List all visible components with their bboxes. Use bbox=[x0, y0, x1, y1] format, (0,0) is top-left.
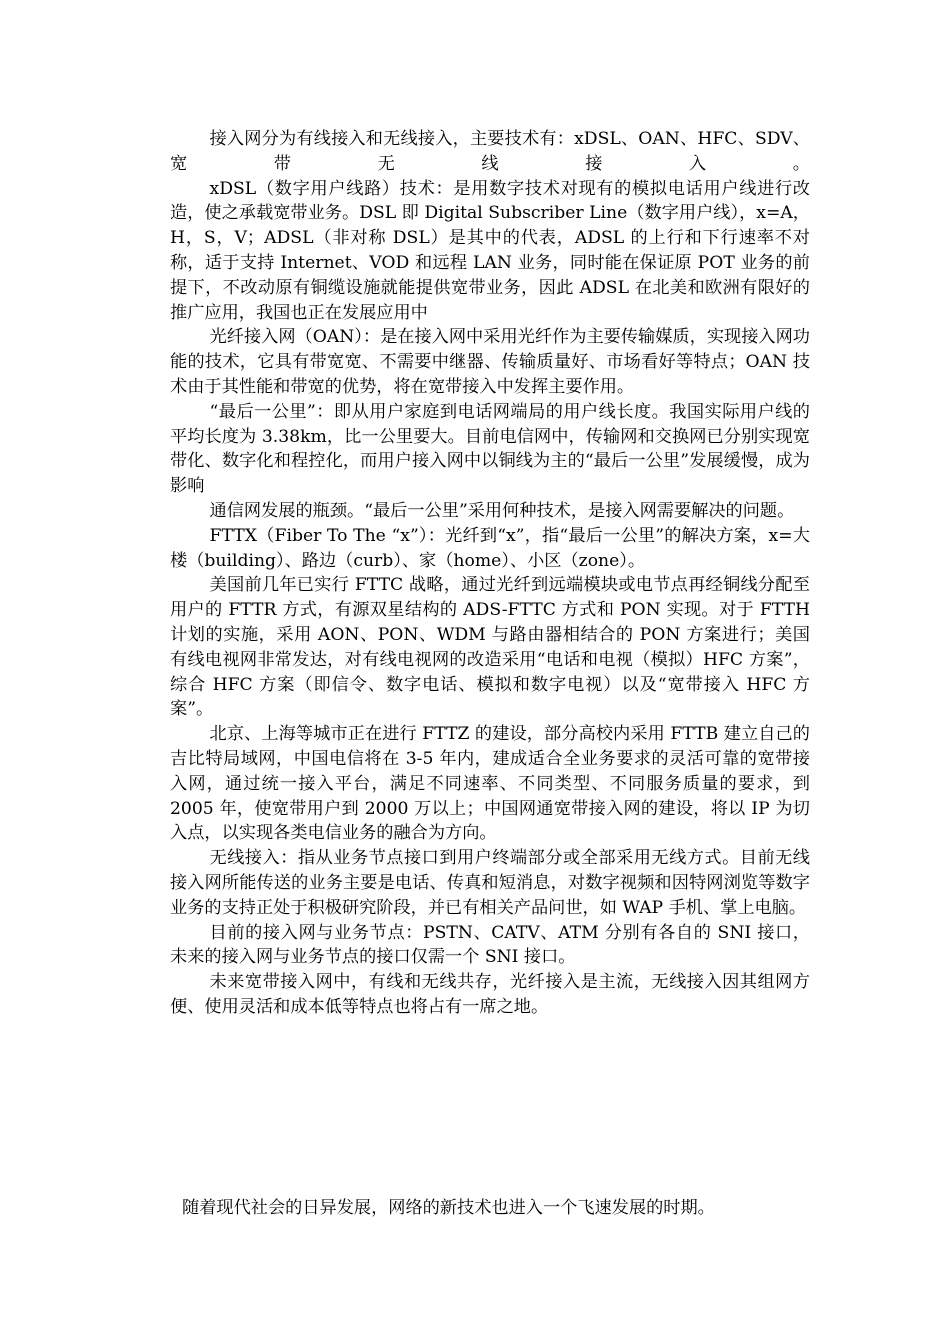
paragraph-fttx: FTTX（Fiber To The “x”）：光纤到“x”，指“最后一公里”的解决方案，x=大楼（building）、路边（curb）、家（home）、小区（zone）。 bbox=[170, 525, 810, 571]
paragraph-bottleneck: 通信网发展的瓶颈。“最后一公里”采用何种技术，是接入网需要解决的问题。 bbox=[209, 500, 795, 521]
paragraph-future-broadband: 未来宽带接入网中，有线和无线共存，光纤接入是主流，无线接入因其组网方便、使用灵活和成本低等特点也将占有一席之地。 bbox=[170, 972, 810, 1017]
paragraph-access-network-intro: 接入网分为有线接入和无线接入，主要技术有：xDSL、OAN、HFC、SDV、宽带无线接入。 bbox=[170, 129, 810, 174]
paragraph-wireless-access: 无线接入：指从业务节点接口到用户终端部分或全部采用无线方式。目前无线接入网所能传送的业务主要是电话、传真和短消息，对数字视频和因特网浏览等数字业务的支持正处于积极研究阶段，并已有相关产品问世，如 WAP 手机、掌上电脑。 bbox=[170, 848, 810, 918]
paragraph-beijing-shanghai: 北京、上海等城市正在进行 FTTZ 的建设，部分高校内采用 FTTB 建立自己的吉比特局域网，中国电信将在 3-5 年内，建成适合全业务要求的灵活可靠的宽带接入网，通过统一接入平台，满足不同速率、不同类型、不同服务质量的要求，到 2005 年，使宽带用户到 2000 万以上；中国网通宽带接入网的建设，将以 IP 为切入点，以实现各类电信业务的融合为方向。 bbox=[170, 724, 810, 844]
paragraph-usa-fttc: 美国前几年已实行 FTTC 战略，通过光纤到远端模块或电节点再经铜线分配至用户的 FTTR 方式，有源双星结构的 ADS-FTTC 方式和 PON 实现。对于 FTTH 计划的实施，采用 AON、PON、WDM 与路由器相结合的 PON 方案进行；美国有线电视网非常发达，对有线电视网的改造采用“电话和电视（模拟）HFC 方案”，综合 HFC 方案（即信令、数字电话、模拟和数字电视）以及“宽带接入 HFC 方案”。 bbox=[170, 575, 810, 720]
paragraph-xdsl: xDSL（数字用户线路）技术：是用数字技术对现有的模拟电话用户线进行改造，使之承载宽带业务。DSL 即 Digital Subscriber Line（数字用户线），x=A，H，S，V；ADSL（非对称 DSL）是其中的代表，ADSL 的上行和下行速率不对称，适于支持 Internet、VOD 和远程 LAN 业务，同时能在保证原 POT 业务的前提下，不改动原有铜缆设施就能提供宽带业务，因此 ADSL 在北美和欧洲有限好的推广应用，我国也正在发展应用中 bbox=[170, 178, 810, 323]
document-body bbox=[170, 127, 810, 1020]
paragraph-service-nodes: 目前的接入网与业务节点：PSTN、CATV、ATM 分别有各自的 SNI 接口，未来的接入网与业务节点的接口仅需一个 SNI 接口。 bbox=[170, 922, 810, 968]
paragraph-last-mile: “最后一公里”：即从用户家庭到电话网端局的用户线长度。我国实际用户线的平均长度为 3.38km，比一公里要大。目前电信网中，传输网和交换网已分别实现宽带化、数字化和程控化，而用户接入网中以铜线为主的“最后一公里”发展缓慢，成为影响 bbox=[170, 401, 810, 497]
footer-sentence: 随着现代社会的日异发展，网络的新技术也进入一个飞速发展的时期。 bbox=[182, 1198, 715, 1218]
paragraph-oan: 光纤接入网（OAN）：是在接入网中采用光纤作为主要传输媒质，实现接入网功能的技术，它具有带宽宽、不需要中继器、传输质量好、市场看好等特点；OAN 技术由于其性能和带宽的优势，将在宽带接入中发挥主要作用。 bbox=[170, 327, 810, 397]
